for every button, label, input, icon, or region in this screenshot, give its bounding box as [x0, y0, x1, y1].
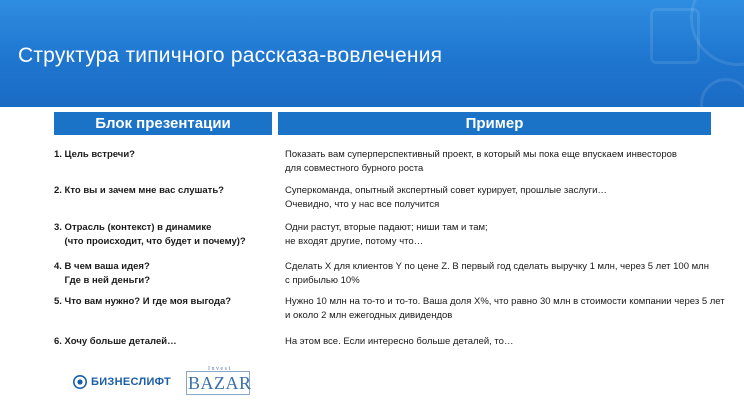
presentation-block-label: 5. Что вам нужно? И где моя выгода? — [54, 296, 232, 307]
slide-title: Структура типичного рассказа-вовлечения — [18, 44, 443, 67]
column-header-example: Пример — [278, 112, 711, 135]
example-text: Сделать X для клиентов Y по цене Z. В первый год сделать выручку 1 млн, через 5 лет 100 млн с прибылью 10% — [285, 261, 709, 286]
column-header-block: Блок презентации — [54, 112, 272, 135]
invest-bazar-small-text: Invest — [208, 366, 232, 372]
bizneslift-logo-text: БИЗНЕСЛИФТ — [91, 376, 171, 388]
example-text: Показать вам суперперспективный проект, в который мы пока еще впускаем инвесторов для совместного бурного роста — [285, 149, 677, 174]
bizneslift-mark-icon — [73, 375, 87, 389]
presentation-block-label: 3. Отрасль (контекст) в динамике (что происходит, что будет и почему)? — [54, 222, 246, 247]
presentation-block-label: 4. В чем ваша идея? Где в ней деньги? — [54, 261, 151, 286]
example-text: На этом все. Если интересно больше деталей, то… — [285, 336, 514, 347]
example-text: Нужно 10 млн на то-то и то-то. Ваша доля X%, что равно 30 млн в стоимости компании через 5 лет и около 2 млн ежегодных дивидендов — [285, 296, 725, 321]
slide-header — [0, 0, 744, 107]
presentation-block-label: 1. Цель встречи? — [54, 149, 135, 160]
bizneslift-logo — [73, 375, 171, 389]
example-text: Одни растут, вторые падают; ниши там и там; не входят другие, потому что… — [285, 222, 488, 247]
invest-bazar-big-text: BAZAR — [188, 373, 252, 393]
example-text: Суперкоманда, опытный экспертный совет курирует, прошлые заслуги… Очевидно, что у нас все получится — [285, 185, 607, 210]
presentation-block-label: 6. Хочу больше деталей… — [54, 336, 177, 347]
invest-bazar-logo — [188, 366, 252, 394]
presentation-block-label: 2. Кто вы и зачем мне вас слушать? — [54, 185, 224, 196]
decor-circle — [700, 78, 744, 107]
decor-square — [650, 8, 700, 64]
